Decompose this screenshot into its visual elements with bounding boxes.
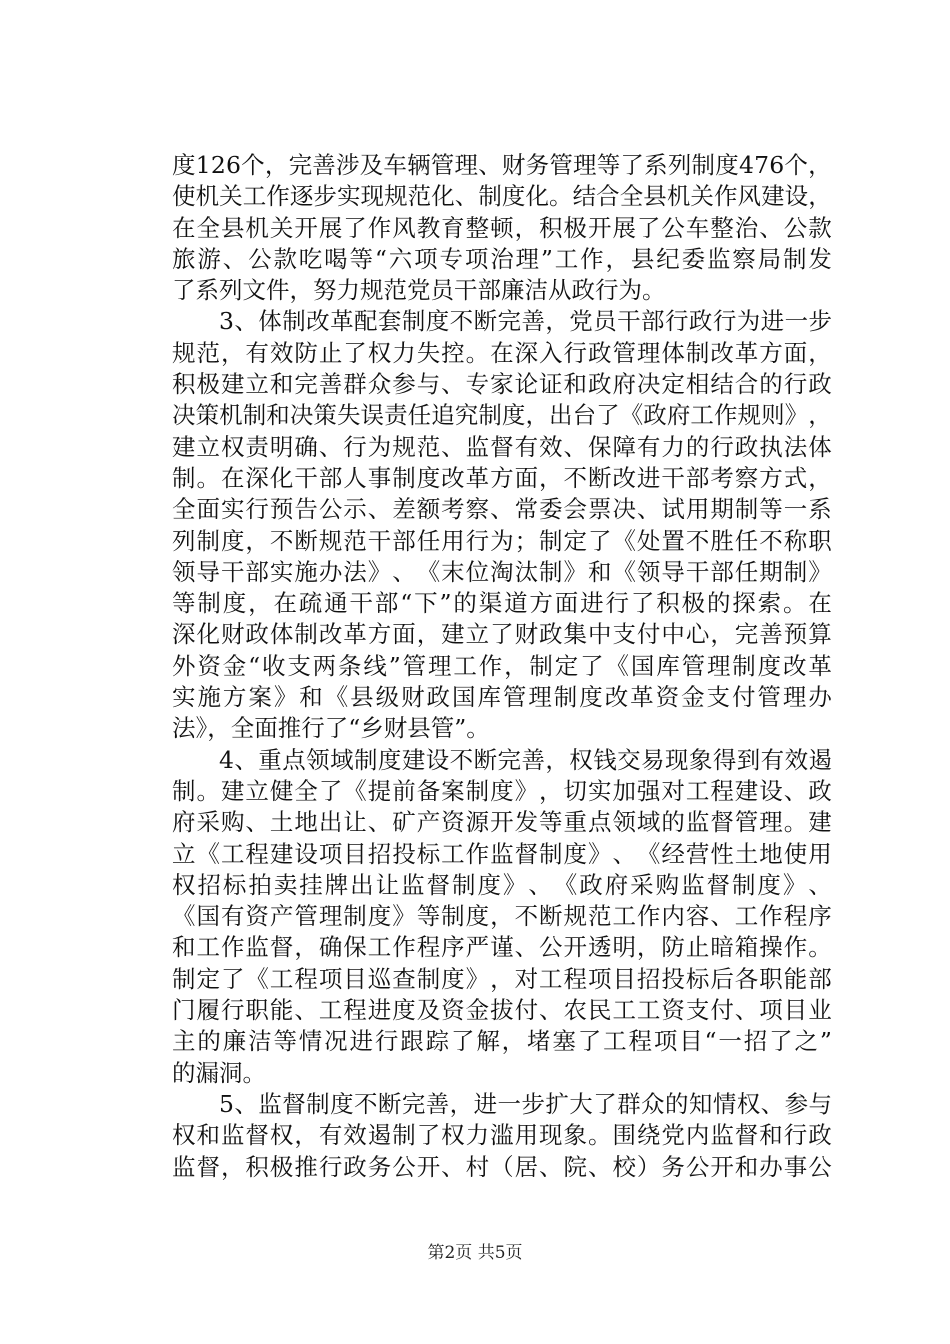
text-line: 权 招 标 拍 卖 挂 牌 出 让 监 督 制 度 》 、 《 政 府 采 购 监 督 制 度 》 、 (172, 870, 832, 899)
document-body (172, 150, 832, 1183)
text-line: 主 的 廉 洁 等 情 况 进 行 跟 踪 了 解 ， 堵 塞 了 工 程 项 目 “ 一 招 了 之 ” (172, 1027, 832, 1056)
text-line: 使 机 关 工 作 逐 步 实 现 规 范 化 、 制 度 化 。 结 合 全 县 机 关 作 风 建 设 ， (172, 182, 832, 211)
text-line: 列 制 度 ， 不 断 规 范 干 部 任 用 行 为 ； 制 定 了 《 处 置 不 胜 任 不 称 职 (172, 526, 832, 555)
text-line: 等 制 度 ， 在 疏 通 干 部 “ 下 ” 的 渠 道 方 面 进 行 了 积 极 的 探 索 。 在 (172, 589, 832, 618)
text-line: 立 《 工 程 建 设 项 目 招 投 标 工 作 监 督 制 度 》 、 《 经 营 性 土 地 使 用 (172, 839, 832, 868)
text-line: 法》，全面推行了“乡财县管”。 (172, 714, 490, 743)
text-line: 《 国 有 资 产 管 理 制 度 》 等 制 度 ， 不 断 规 范 工 作 内 容 、 工 作 程 序 (172, 902, 832, 931)
text-line: 规 范 ， 有 效 防 止 了 权 力 失 控 。 在 深 入 行 政 管 理 体 制 改 革 方 面 ， (172, 338, 832, 367)
text-line: 深 化 财 政 体 制 改 革 方 面 ， 建 立 了 财 政 集 中 支 付 中 心 ， 完 善 预 算 (172, 620, 832, 649)
text-line: 制 。 在 深 化 干 部 人 事 制 度 改 革 方 面 ， 不 断 改 进 干 部 考 察 方 式 ， (172, 463, 832, 492)
text-line: 度 1 2 6 个 ， 完 善 涉 及 车 辆 管 理 、 财 务 管 理 等 了 系 列 制 度 4 7 6 个 ， (172, 151, 832, 179)
text-line: 制 。 建 立 健 全 了 《 提 前 备 案 制 度 》 ， 切 实 加 强 对 工 程 建 设 、 政 (172, 776, 832, 805)
text-line: 5 、 监 督 制 度 不 断 完 善 ， 进 一 步 扩 大 了 群 众 的 知 情 权 、 参 与 (219, 1089, 832, 1118)
text-line: 的漏洞。 (172, 1058, 266, 1087)
text-line: 全 面 实 行 预 告 公 示 、 差 额 考 察 、 常 委 会 票 决 、 试 用 期 制 等 一 系 (172, 495, 832, 524)
text-line: 领 导 干 部 实 施 办 法 》 、 《 末 位 淘 汰 制 》 和 《 领 导 干 部 任 期 制 》 (172, 557, 832, 586)
text-line: 3 、 体 制 改 革 配 套 制 度 不 断 完 善 ， 党 员 干 部 行 政 行 为 进 一 步 (219, 307, 832, 336)
page-number-footer: 第2页 共5页 (427, 1243, 523, 1263)
text-line: 在 全 县 机 关 开 展 了 作 风 教 育 整 顿 ， 积 极 开 展 了 公 车 整 治 、 公 款 (172, 213, 832, 242)
text-line: 积 极 建 立 和 完 善 群 众 参 与 、 专 家 论 证 和 政 府 决 定 相 结 合 的 行 政 (172, 370, 832, 399)
text-line: 权 和 监 督 权 ， 有 效 遏 制 了 权 力 滥 用 现 象 。 围 绕 党 内 监 督 和 行 政 (172, 1121, 832, 1150)
text-line: 外 资 金 “ 收 支 两 条 线 ” 管 理 工 作 ， 制 定 了 《 国 库 管 理 制 度 改 革 (172, 651, 832, 680)
text-line: 旅 游 、 公 款 吃 喝 等 “ 六 项 专 项 治 理 ” 工 作 ， 县 纪 委 监 察 局 制 发 (172, 244, 832, 273)
text-line: 门 履 行 职 能 、 工 程 进 度 及 资 金 拔 付 、 农 民 工 工 资 支 付 、 项 目 业 (172, 996, 832, 1025)
text-line: 监 督 ， 积 极 推 行 政 务 公 开 、 村 （ 居 、 院 、 校 ） 务 公 开 和 办 事 公 (172, 1152, 832, 1181)
text-line: 实 施 方 案 》 和 《 县 级 财 政 国 库 管 理 制 度 改 革 资 金 支 付 管 理 办 (172, 683, 832, 712)
text-line: 了系列文件，努力规范党员干部廉洁从政行为。 (172, 276, 666, 305)
text-line: 和 工 作 监 督 ， 确 保 工 作 程 序 严 谨 、 公 开 透 明 ， 防 止 暗 箱 操 作 。 (172, 933, 832, 962)
text-line: 制 定 了 《 工 程 项 目 巡 查 制 度 》 ， 对 工 程 项 目 招 投 标 后 各 职 能 部 (172, 964, 832, 993)
text-line: 府 采 购 、 土 地 出 让 、 矿 产 资 源 开 发 等 重 点 领 域 的 监 督 管 理 。 建 (172, 808, 832, 837)
text-line: 决 策 机 制 和 决 策 失 误 责 任 追 究 制 度 ， 出 台 了 《 政 府 工 作 规 则 》 ， (172, 401, 832, 430)
text-line: 4 、 重 点 领 域 制 度 建 设 不 断 完 善 ， 权 钱 交 易 现 象 得 到 有 效 遏 (219, 745, 832, 774)
text-line: 建 立 权 责 明 确 、 行 为 规 范 、 监 督 有 效 、 保 障 有 力 的 行 政 执 法 体 (172, 432, 832, 461)
